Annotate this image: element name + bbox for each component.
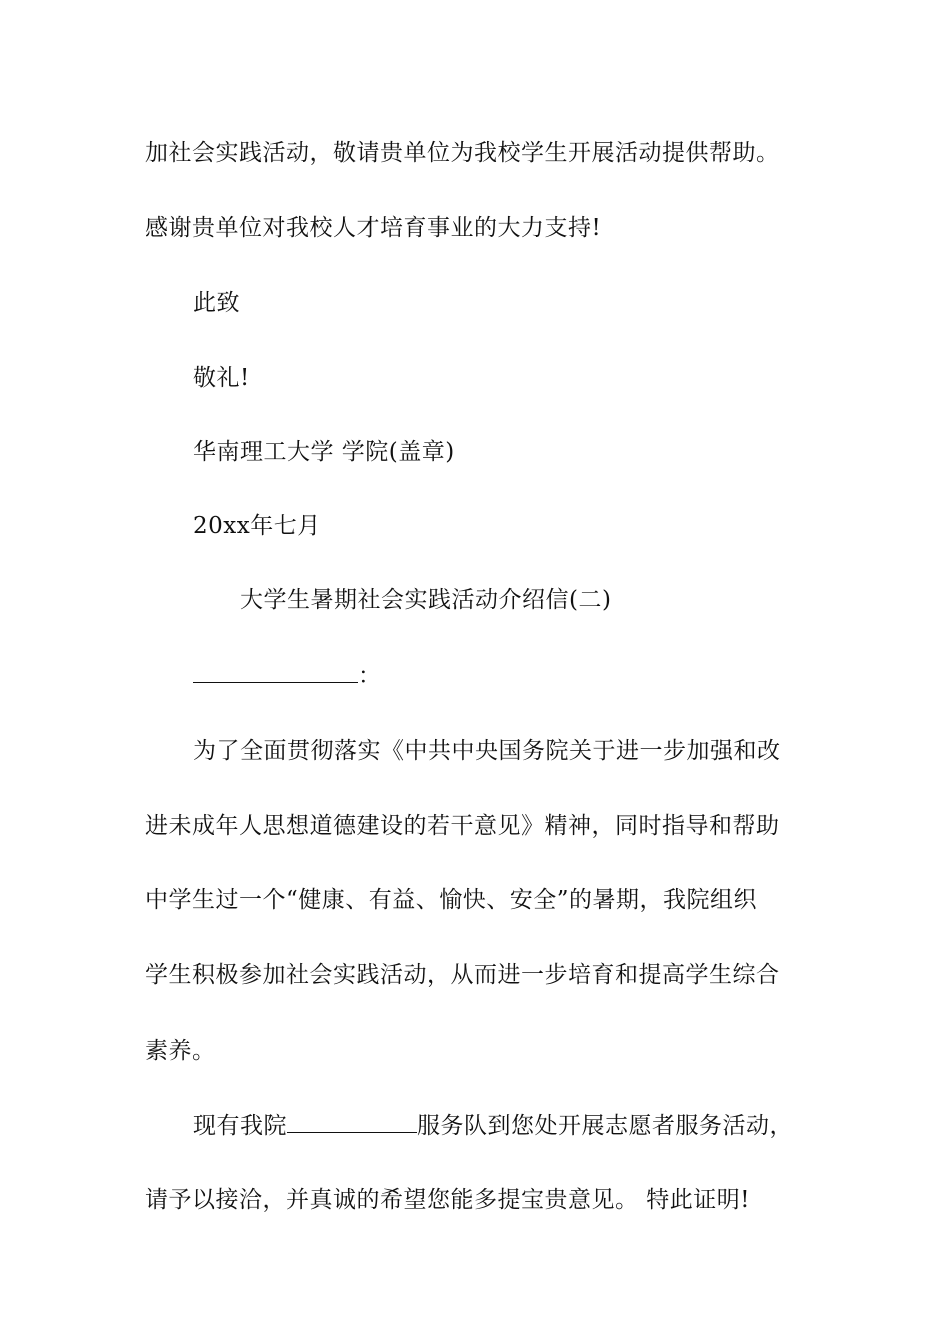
letter2-team-line (193, 1110, 793, 1141)
team-prefix: 现有我院 (193, 1113, 287, 1139)
letter2-body-line-2: 进未成年人思想道德建设的若干意见》精神，同时指导和帮助 (145, 813, 780, 839)
letter2-body-line-3: 中学生过一个“健康、有益、愉快、安全”的暑期，我院组织 (145, 887, 758, 913)
addressee-blank (193, 660, 358, 683)
letter2-title: 大学生暑期社会实践活动介绍信(二) (240, 587, 612, 613)
letter2-addressee (193, 660, 382, 691)
letter1-thanks: 感谢贵单位对我校人才培育事业的大力支持! (145, 215, 602, 241)
letter1-closing-1: 此致 (193, 290, 240, 316)
letter2-body-line-4: 学生积极参加社会实践活动，从而进一步培育和提高学生综合 (145, 962, 780, 988)
team-blank (287, 1110, 417, 1133)
letter2-body-line-1: 为了全面贯彻落实《中共中央国务院关于进一步加强和改 (193, 738, 781, 764)
letter1-signature: 华南理工大学 学院(盖章) (193, 439, 455, 465)
letter2-body-line-5: 素养。 (145, 1038, 216, 1064)
team-suffix: 服务队到您处开展志愿者服务活动， (417, 1113, 793, 1139)
letter2-request: 请予以接洽，并真诚的希望您能多提宝贵意见。 特此证明! (145, 1187, 751, 1213)
letter1-continuation: 加社会实践活动，敬请贵单位为我校学生开展活动提供帮助。 (145, 140, 780, 166)
letter1-closing-2: 敬礼! (193, 365, 250, 391)
addressee-suffix: ： (358, 663, 382, 689)
letter1-date: 20xx年七月 (193, 513, 321, 539)
